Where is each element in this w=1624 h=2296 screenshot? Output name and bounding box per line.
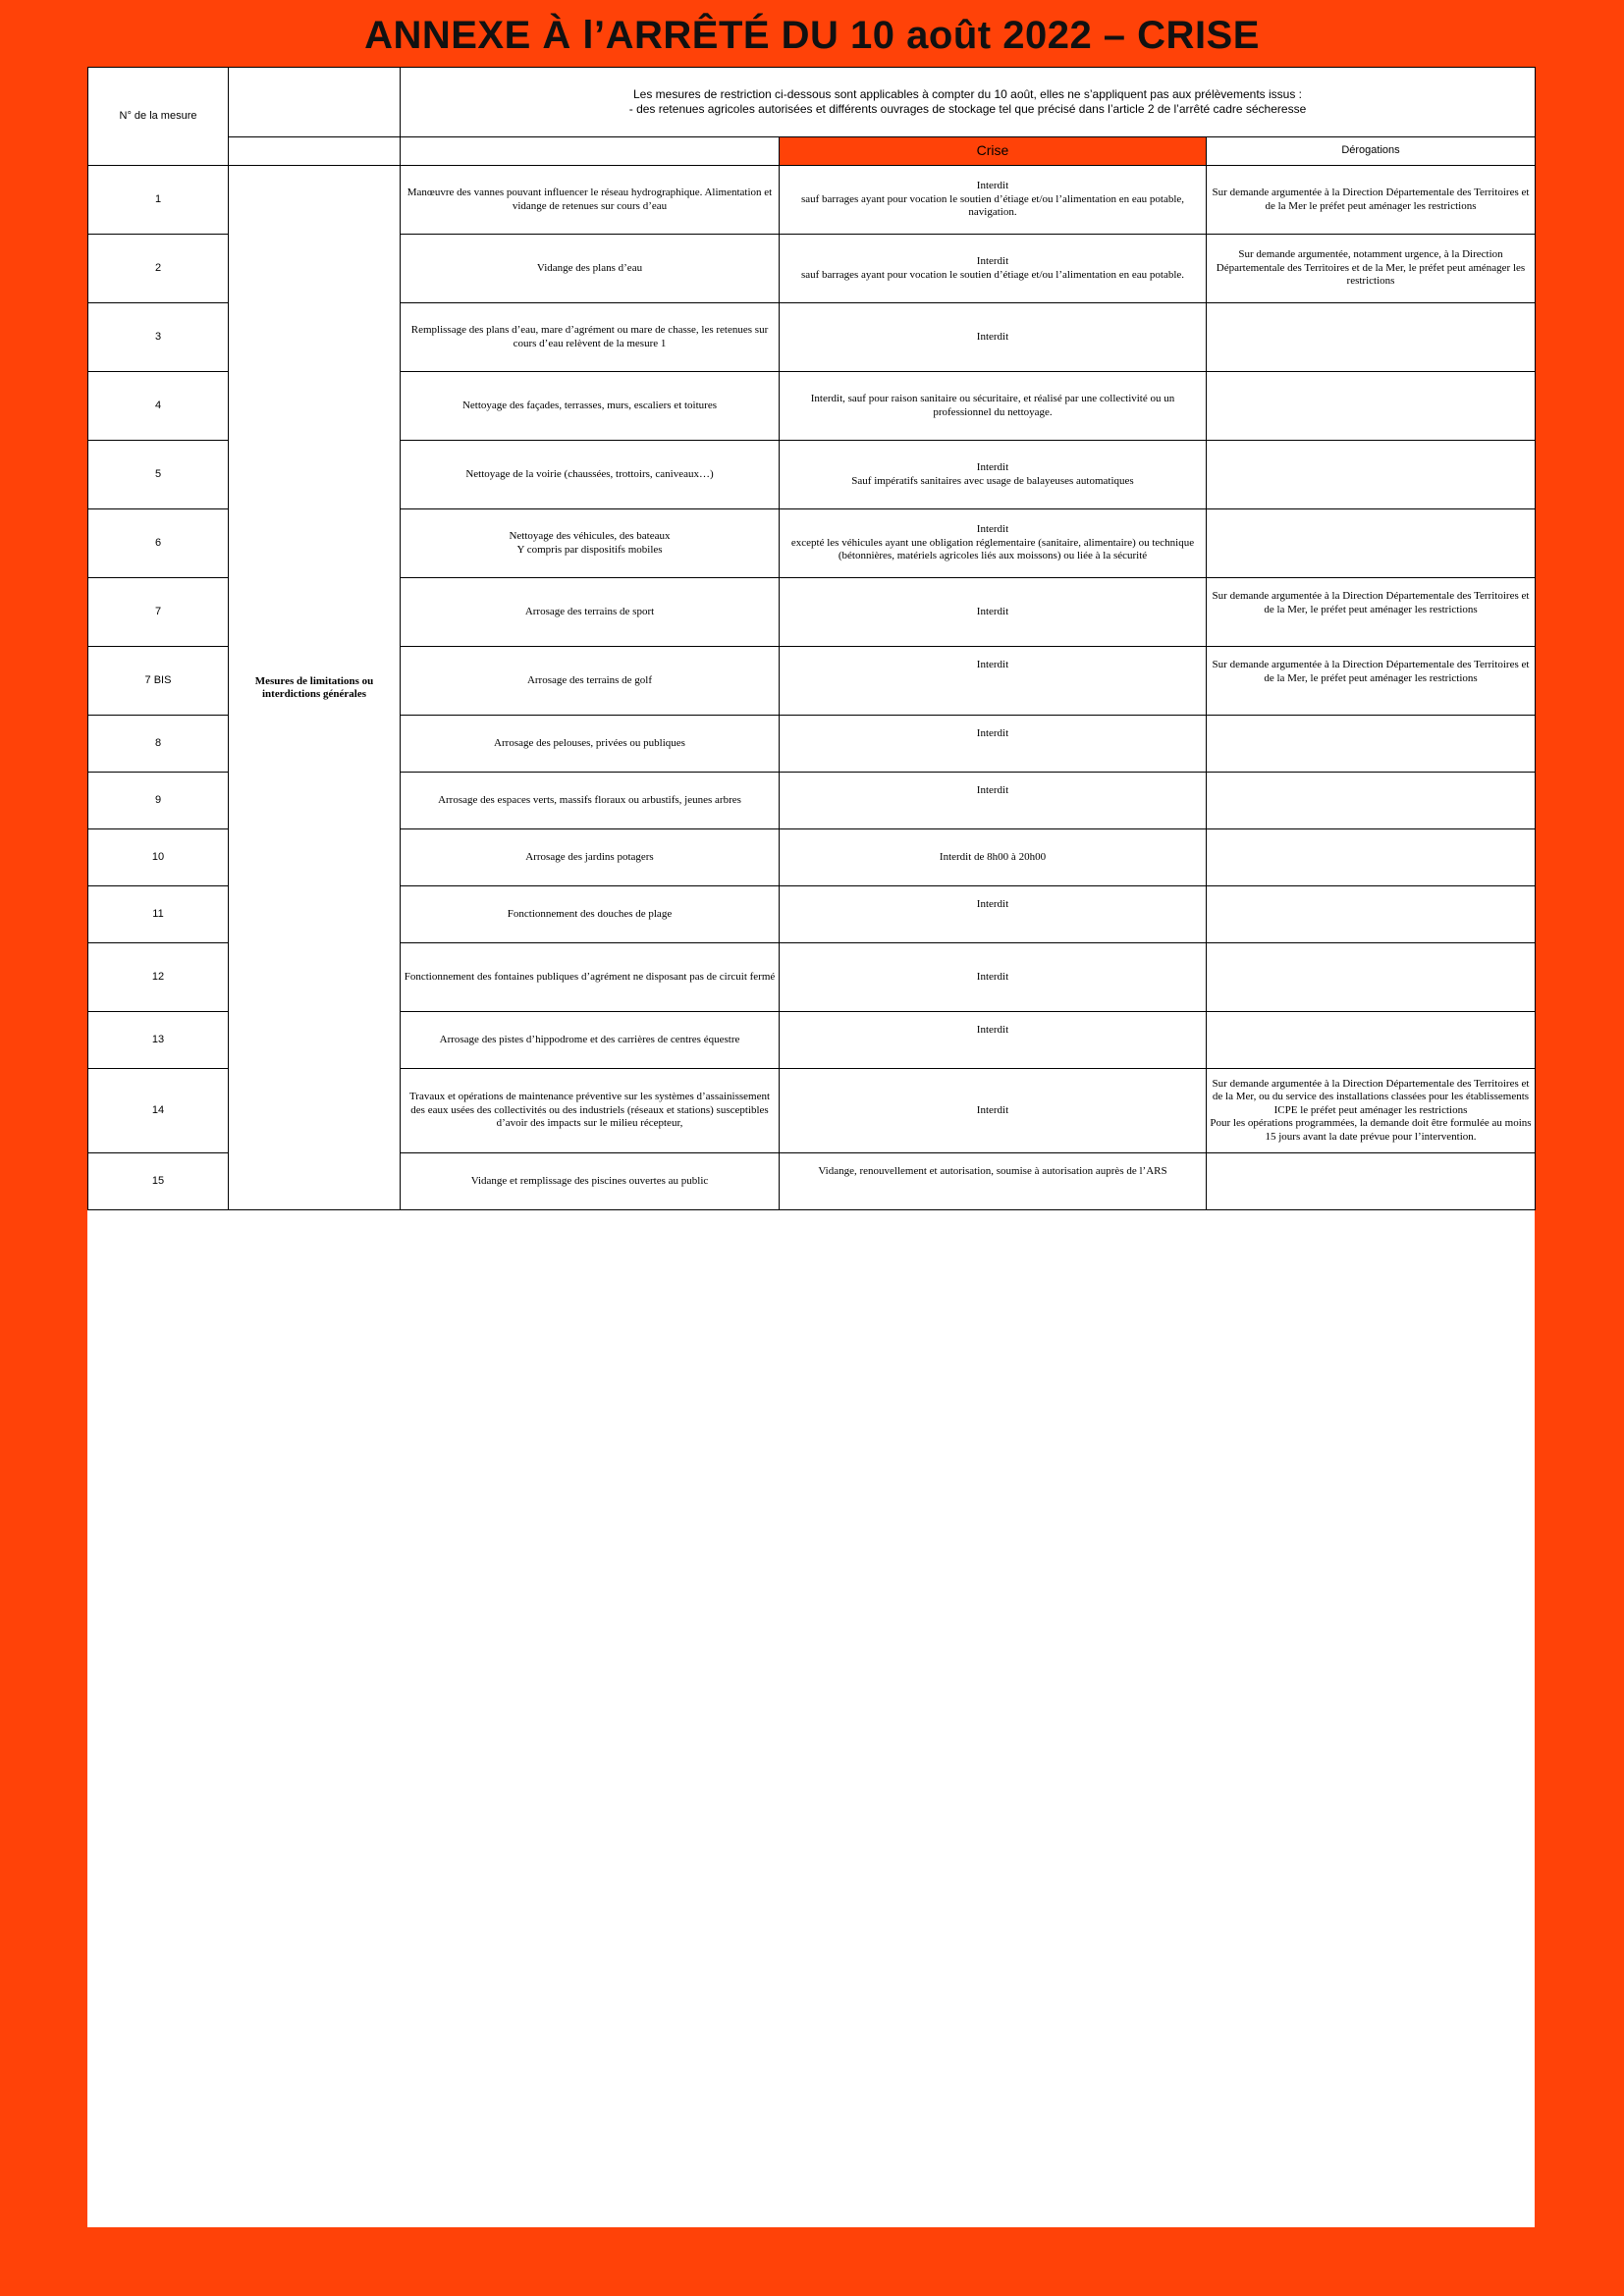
measure-number: 8 <box>88 716 229 773</box>
header-row <box>88 68 1536 137</box>
derogation-text <box>1207 773 1536 829</box>
derogation-text <box>1207 943 1536 1012</box>
measure-number: 3 <box>88 303 229 372</box>
crise-header: Crise <box>780 137 1207 166</box>
measure-number: 7 BIS <box>88 647 229 716</box>
derogation-text <box>1207 829 1536 886</box>
derogation-text: Sur demande argumentée à la Direction Départementale des Territoires et de la Mer, ou du service des installations classées pour les établissements ICPE le préfet peut aménager les restrictions Pour les opérations programmées, la demande doit être formulée au moins 15 jours avant la date prévue pour l’intervention. <box>1207 1069 1536 1153</box>
measure-description: Travaux et opérations de maintenance préventive sur les systèmes d’assainissement des eaux usées des collectivités ou des industriels (réseaux et stations) susceptibles d’avoir des impacts sur le milieu récepteur, <box>401 1069 780 1153</box>
crise-rule: Interdit <box>780 647 1207 716</box>
measure-description: Fonctionnement des douches de plage <box>401 886 780 943</box>
derogation-text <box>1207 716 1536 773</box>
crise-rule: Interdit <box>780 303 1207 372</box>
crise-rule: Vidange, renouvellement et autorisation, soumise à autorisation auprès de l’ARS <box>780 1153 1207 1210</box>
measure-number: 14 <box>88 1069 229 1153</box>
derogation-text <box>1207 509 1536 578</box>
crise-rule: Interdit sauf barrages ayant pour vocation le soutien d’étiage et/ou l’alimentation en eau potable. <box>780 235 1207 303</box>
page-title: ANNEXE À l’ARRÊTÉ DU 10 août 2022 – CRISE <box>364 14 1260 57</box>
header-empty-cell <box>229 68 401 137</box>
table-row <box>88 166 1536 235</box>
crise-rule: Interdit <box>780 886 1207 943</box>
subheader-empty-cell <box>401 137 780 166</box>
derogation-text <box>1207 372 1536 441</box>
measure-description: Remplissage des plans d’eau, mare d’agrément ou mare de chasse, les retenues sur cours d’eau relèvent de la mesure 1 <box>401 303 780 372</box>
measure-number: 9 <box>88 773 229 829</box>
crise-rule: Interdit, sauf pour raison sanitaire ou sécuritaire, et réalisé par une collectivité ou un professionnel du nettoyage. <box>780 372 1207 441</box>
measure-number: 12 <box>88 943 229 1012</box>
measure-number: 5 <box>88 441 229 509</box>
measure-description: Arrosage des terrains de sport <box>401 578 780 647</box>
measure-number: 2 <box>88 235 229 303</box>
crise-rule: Interdit de 8h00 à 20h00 <box>780 829 1207 886</box>
derogations-header: Dérogations <box>1207 137 1536 166</box>
subheader-empty-cell <box>229 137 401 166</box>
measure-number: 1 <box>88 166 229 235</box>
measure-description: Fonctionnement des fontaines publiques d’agrément ne disposant pas de circuit fermé <box>401 943 780 1012</box>
measure-description: Vidange et remplissage des piscines ouvertes au public <box>401 1153 780 1210</box>
crise-rule: Interdit Sauf impératifs sanitaires avec usage de balayeuses automatiques <box>780 441 1207 509</box>
header-num-label: N° de la mesure <box>88 68 229 166</box>
derogation-text <box>1207 441 1536 509</box>
derogation-text <box>1207 886 1536 943</box>
measure-description: Nettoyage des véhicules, des bateaux Y compris par dispositifs mobiles <box>401 509 780 578</box>
derogation-text <box>1207 1153 1536 1210</box>
measure-number: 4 <box>88 372 229 441</box>
header-note <box>401 68 1536 137</box>
measure-description: Arrosage des pelouses, privées ou publiques <box>401 716 780 773</box>
measure-number: 7 <box>88 578 229 647</box>
measures-sheet <box>87 67 1535 2227</box>
measure-number: 10 <box>88 829 229 886</box>
header-note-line2: - des retenues agricoles autorisées et différents ouvrages de stockage tel que précisé dans l’article 2 de l’arrêté cadre sécheresse <box>628 102 1307 116</box>
measure-number: 6 <box>88 509 229 578</box>
measure-description: Manœuvre des vannes pouvant influencer le réseau hydrographique. Alimentation et vidange de retenues sur cours d’eau <box>401 166 780 235</box>
measure-description: Arrosage des pistes d’hippodrome et des carrières de centres équestre <box>401 1012 780 1069</box>
crise-rule: Interdit <box>780 578 1207 647</box>
crise-rule: Interdit <box>780 1012 1207 1069</box>
measure-number: 15 <box>88 1153 229 1210</box>
measure-description: Nettoyage de la voirie (chaussées, trottoirs, caniveaux…) <box>401 441 780 509</box>
measure-description: Arrosage des terrains de golf <box>401 647 780 716</box>
crise-rule: Interdit <box>780 1069 1207 1153</box>
derogation-text: Sur demande argumentée, notamment urgence, à la Direction Départementale des Territoires et de la Mer, le préfet peut aménager les restrictions <box>1207 235 1536 303</box>
crise-rule: Interdit <box>780 773 1207 829</box>
crise-rule: Interdit sauf barrages ayant pour vocation le soutien d’étiage et/ou l’alimentation en eau potable, navigation. <box>780 166 1207 235</box>
measure-description: Arrosage des jardins potagers <box>401 829 780 886</box>
derogation-text: Sur demande argumentée à la Direction Départementale des Territoires et de la Mer, le préfet peut aménager les restrictions <box>1207 578 1536 647</box>
measures-table <box>87 67 1536 1210</box>
category-generales: Mesures de limitations ou interdictions générales <box>229 166 401 1210</box>
subheader-row <box>88 137 1536 166</box>
derogation-text <box>1207 1012 1536 1069</box>
derogation-text: Sur demande argumentée à la Direction Départementale des Territoires et de la Mer le préfet peut aménager les restrictions <box>1207 166 1536 235</box>
crise-rule: Interdit <box>780 943 1207 1012</box>
measure-number: 13 <box>88 1012 229 1069</box>
derogation-text <box>1207 303 1536 372</box>
header-note-line1: Les mesures de restriction ci-dessous sont applicables à compter du 10 août, elles ne s’appliquent pas aux prélèvements issus : <box>632 87 1303 101</box>
measure-description: Arrosage des espaces verts, massifs floraux ou arbustifs, jeunes arbres <box>401 773 780 829</box>
measure-description: Nettoyage des façades, terrasses, murs, escaliers et toitures <box>401 372 780 441</box>
measure-number: 11 <box>88 886 229 943</box>
measure-description: Vidange des plans d’eau <box>401 235 780 303</box>
crise-rule: Interdit excepté les véhicules ayant une obligation réglementaire (sanitaire, alimentaire) ou technique (bétonnières, matériels agricoles liés aux moissons) ou liée à la sécurité <box>780 509 1207 578</box>
derogation-text: Sur demande argumentée à la Direction Départementale des Territoires et de la Mer, le préfet peut aménager les restrictions <box>1207 647 1536 716</box>
crise-rule: Interdit <box>780 716 1207 773</box>
